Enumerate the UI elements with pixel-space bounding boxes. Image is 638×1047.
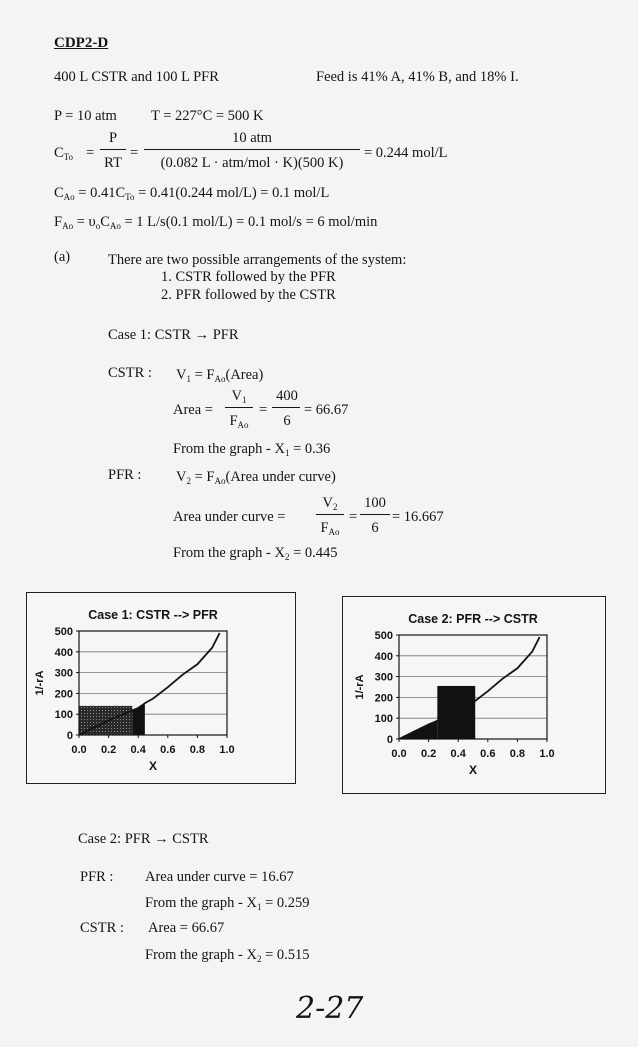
y-tick-label: 500: [54, 626, 73, 638]
fa0-line: $F_{Ao} = \upsilon_oC_{Ao} = 1$ L/s(0.1 mol/L) = 0.1 mol/s = 6 mol/min: [54, 214, 378, 231]
fraction-bar: [100, 149, 126, 150]
chart-case2-svg: [343, 597, 605, 793]
option-1: 1. CSTR followed by the PFR: [161, 269, 336, 285]
case1-area-eq: =: [259, 402, 268, 418]
y-tick-label: 500: [374, 630, 393, 642]
case1-area-num1: $V_1$: [231, 388, 247, 405]
y-axis-label: 1/-rA: [34, 670, 46, 696]
y-tick-label: 300: [54, 667, 73, 680]
fraction-bar: [272, 407, 300, 408]
case1-heading: Case 1: CSTR → PFR: [108, 327, 239, 343]
case1-graph-x1: From the graph - $X_1 = 0.36$: [173, 441, 331, 458]
case2-pfr-area: Area under curve = 16.67: [145, 869, 294, 885]
case1-auc-lhs: Area under curve =: [173, 509, 286, 525]
case2-heading: Case 2: PFR → CSTR: [78, 831, 209, 847]
case2-cstr-label: CSTR :: [80, 920, 124, 936]
y-tick-label: 100: [374, 713, 393, 726]
y-tick-label: 100: [54, 709, 73, 722]
ct0-num2: 10 atm: [232, 130, 272, 146]
ct0-result: = 0.244 mol/L: [364, 145, 448, 161]
part-a-label: (a): [54, 249, 71, 265]
case1-auc-den2: 6: [371, 520, 379, 536]
case1-area-result: = 66.67: [304, 402, 349, 418]
ct0-den2: (0.082 L · atm/mol · K)(500 K): [160, 155, 344, 171]
fraction-bar: [225, 407, 253, 408]
ct0-eq1: =: [86, 145, 95, 161]
y-tick-label: 400: [374, 650, 393, 663]
y-axis-label: 1/-rA: [354, 674, 366, 700]
x-tick-label: 0.8: [509, 748, 526, 760]
case2-cstr-area: Area = 66.67: [148, 920, 225, 936]
case1-cstr-label: CSTR :: [108, 365, 152, 381]
case1-auc-result: = 16.667: [392, 509, 444, 525]
pressure-line: P = 10 atm: [54, 108, 117, 124]
case1-auc-den1: $F_{Ao}$: [320, 520, 340, 537]
chart-title: Case 1: CSTR --> PFR: [88, 608, 218, 622]
fraction-bar: [144, 149, 360, 150]
y-tick-label: 200: [374, 692, 393, 705]
y-tick-label: 300: [374, 671, 393, 684]
x-tick-label: 0.8: [189, 744, 206, 756]
case1-area-den1: $F_{Ao}$: [229, 413, 249, 430]
chart-case1: [26, 592, 296, 784]
page-number: 2-27: [296, 991, 364, 1026]
ca0-line: $C_{Ao} = 0.41C_{To} = 0.41(0.244$ mol/L) = 0.1 mol/L: [54, 185, 330, 202]
x-tick-label: 0.0: [71, 744, 87, 756]
case2-graph-x1: From the graph - $X_1 = 0.259$: [145, 895, 310, 912]
case1-cstr-equation: $V_1$ = $F_{Ao}(Area)$: [176, 367, 264, 384]
y-tick-label: 400: [54, 646, 73, 659]
feed-description: Feed is 41% A, 41% B, and 18% I.: [316, 69, 519, 85]
part-a-intro: There are two possible arrangements of the system:: [108, 252, 407, 268]
case1-auc-eq: =: [349, 509, 358, 525]
x-tick-label: 1.0: [539, 748, 555, 760]
x-tick-label: 1.0: [219, 744, 235, 756]
option-2: 2. PFR followed by the CSTR: [161, 287, 336, 303]
temperature-line: T = 227°C = 500 K: [151, 108, 264, 124]
case1-area-den2: 6: [283, 413, 291, 429]
x-tick-label: 0.4: [450, 748, 466, 760]
y-tick-label: 200: [54, 688, 73, 701]
case1-pfr-label: PFR :: [108, 467, 142, 483]
case1-graph-x2: From the graph - $X_2 = 0.445$: [173, 545, 338, 562]
ct0-num1: P: [108, 130, 118, 146]
x-tick-label: 0.6: [160, 744, 176, 756]
chart-case2: [342, 596, 606, 794]
page-title: CDP2-D: [54, 35, 109, 51]
case2-pfr-label: PFR :: [80, 869, 114, 885]
x-tick-label: 0.2: [420, 748, 437, 760]
x-axis-label: X: [468, 763, 478, 777]
ct0-den1: RT: [104, 155, 122, 171]
x-axis-label: X: [148, 759, 158, 773]
ct0-lhs: $C_{To}$: [54, 145, 74, 162]
reactor-description: 400 L CSTR and 100 L PFR: [54, 69, 219, 85]
fraction-bar: [360, 514, 390, 515]
case1-auc-num1: $V_2$: [322, 495, 338, 512]
chart-case1-svg: [27, 593, 295, 783]
x-tick-label: 0.6: [480, 748, 496, 760]
y-tick-label: 0: [386, 734, 393, 746]
x-tick-label: 0.2: [100, 744, 117, 756]
case2-graph-x2: From the graph - $X_2 = 0.515$: [145, 947, 310, 964]
x-tick-label: 0.4: [130, 744, 146, 756]
case1-pfr-equation: $V_2$ = $F_{Ao}(Area$ under curve): [176, 469, 336, 486]
case1-area-num2: 400: [276, 388, 298, 404]
chart-title: Case 2: PFR --> CSTR: [408, 612, 538, 626]
case1-auc-num2: 100: [364, 495, 386, 511]
fraction-bar: [316, 514, 344, 515]
ct0-eq2: =: [130, 145, 139, 161]
case1-area-lhs: Area =: [173, 402, 213, 418]
x-tick-label: 0.0: [391, 748, 407, 760]
y-tick-label: 0: [66, 730, 73, 742]
